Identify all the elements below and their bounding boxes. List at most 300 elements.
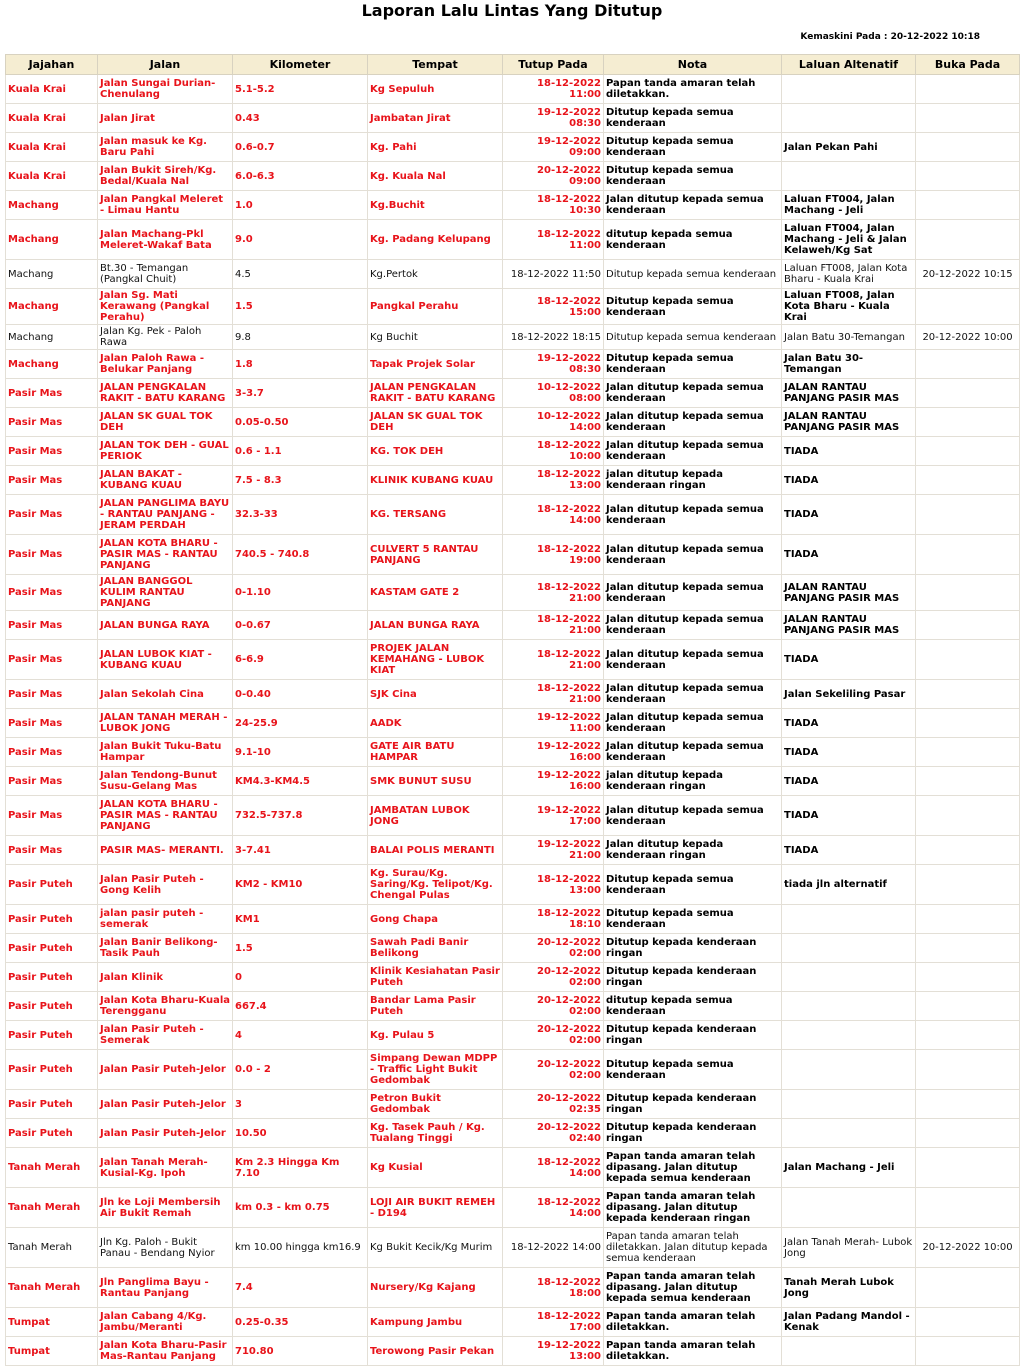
table-row	[6, 289, 1020, 325]
cell-tempat: Kg. Kuala Nal	[368, 162, 503, 191]
cell-nota: Jalan ditutup kepada semua kenderaan	[604, 709, 782, 738]
cell-tutup-pada: 18-12-2022 10:00	[503, 437, 604, 466]
table-row	[6, 535, 1020, 575]
cell-laluan-altenatif	[782, 1090, 916, 1119]
table-row	[6, 640, 1020, 680]
cell-jajahan: Machang	[6, 260, 98, 289]
cell-nota: Jalan ditutup kepada semua kenderaan	[604, 535, 782, 575]
cell-nota: Ditutup kepada kenderaan ringan	[604, 963, 782, 992]
cell-jalan: Jalan Bukit Tuku-Batu Hampar	[98, 738, 233, 767]
cell-kilometer: 3	[233, 1090, 368, 1119]
table-row	[6, 260, 1020, 289]
header-kilometer: Kilometer	[233, 55, 368, 75]
cell-jalan: Jalan Sg. Mati Kerawang (Pangkal Perahu)	[98, 289, 233, 325]
cell-laluan-altenatif	[782, 75, 916, 104]
cell-tempat: SJK Cina	[368, 680, 503, 709]
cell-kilometer: 0-1.10	[233, 575, 368, 611]
page-title: Laporan Lalu Lintas Yang Ditutup	[361, 1, 663, 20]
cell-kilometer: 1.0	[233, 191, 368, 220]
cell-jalan: Jalan Sekolah Cina	[98, 680, 233, 709]
closed-roads-table	[5, 54, 1020, 1366]
cell-jajahan: Pasir Mas	[6, 680, 98, 709]
cell-kilometer: 0.05-0.50	[233, 408, 368, 437]
cell-tutup-pada: 19-12-2022 13:00	[503, 1337, 604, 1366]
cell-buka-pada	[916, 1308, 1020, 1337]
cell-kilometer: 6-6.9	[233, 640, 368, 680]
table-row	[6, 575, 1020, 611]
cell-nota: Papan tanda amaran telah diletakkan. Jalan ditutup kepada semua kenderaan	[604, 1228, 782, 1268]
cell-buka-pada	[916, 575, 1020, 611]
cell-buka-pada	[916, 1188, 1020, 1228]
header-nota: Nota	[604, 55, 782, 75]
cell-laluan-altenatif: TIADA	[782, 796, 916, 836]
cell-kilometer: 1.8	[233, 350, 368, 379]
cell-tempat: GATE AIR BATU HAMPAR	[368, 738, 503, 767]
cell-laluan-altenatif: TIADA	[782, 709, 916, 738]
table-row	[6, 133, 1020, 162]
cell-tempat: Petron Bukit Gedombak	[368, 1090, 503, 1119]
cell-kilometer: 9.0	[233, 220, 368, 260]
cell-tempat: Nursery/Kg Kajang	[368, 1268, 503, 1308]
cell-jalan: JALAN KOTA BHARU - PASIR MAS - RANTAU PANJANG	[98, 796, 233, 836]
cell-jajahan: Pasir Mas	[6, 640, 98, 680]
cell-tempat: Kg. Surau/Kg. Saring/Kg. Telipot/Kg. Chengal Pulas	[368, 865, 503, 905]
cell-tutup-pada: 10-12-2022 14:00	[503, 408, 604, 437]
cell-jalan: Jalan Jirat	[98, 104, 233, 133]
cell-laluan-altenatif: TIADA	[782, 767, 916, 796]
cell-jalan: JALAN PENGKALAN RAKIT - BATU KARANG	[98, 379, 233, 408]
cell-nota: Jalan ditutup kepada semua kenderaan	[604, 575, 782, 611]
cell-jalan: JALAN TANAH MERAH - LUBOK JONG	[98, 709, 233, 738]
cell-tempat: LOJI AIR BUKIT REMEH - D194	[368, 1188, 503, 1228]
cell-kilometer: 1.5	[233, 934, 368, 963]
cell-buka-pada	[916, 289, 1020, 325]
cell-kilometer: 4	[233, 1021, 368, 1050]
cell-jalan: Jalan Bukit Sireh/Kg. Bedal/Kuala Nal	[98, 162, 233, 191]
cell-jalan: Jalan Cabang 4/Kg. Jambu/Meranti	[98, 1308, 233, 1337]
cell-tempat: KG. TOK DEH	[368, 437, 503, 466]
cell-nota: Papan tanda amaran telah dipasang. Jalan ditutup kepada kenderaan ringan	[604, 1188, 782, 1228]
table-row	[6, 162, 1020, 191]
cell-jajahan: Kuala Krai	[6, 162, 98, 191]
cell-buka-pada	[916, 1050, 1020, 1090]
cell-kilometer: 7.5 - 8.3	[233, 466, 368, 495]
table-row	[6, 905, 1020, 934]
cell-buka-pada	[916, 934, 1020, 963]
cell-jalan: Jalan masuk ke Kg. Baru Pahi	[98, 133, 233, 162]
table-row	[6, 836, 1020, 865]
cell-tempat: Kampung Jambu	[368, 1308, 503, 1337]
cell-nota: Ditutup kepada semua kenderaan	[604, 905, 782, 934]
cell-jajahan: Kuala Krai	[6, 133, 98, 162]
cell-tutup-pada: 10-12-2022 08:00	[503, 379, 604, 408]
cell-tempat: Kg Buchit	[368, 325, 503, 350]
table-row	[6, 191, 1020, 220]
cell-kilometer: 9.1-10	[233, 738, 368, 767]
cell-kilometer: 3-3.7	[233, 379, 368, 408]
table-row	[6, 738, 1020, 767]
cell-jajahan: Machang	[6, 350, 98, 379]
cell-kilometer: 0.25-0.35	[233, 1308, 368, 1337]
cell-buka-pada	[916, 1090, 1020, 1119]
cell-kilometer: 732.5-737.8	[233, 796, 368, 836]
cell-jalan: Jalan Kota Bharu-Pasir Mas-Rantau Panjang	[98, 1337, 233, 1366]
table-row	[6, 1228, 1020, 1268]
cell-kilometer: 4.5	[233, 260, 368, 289]
cell-buka-pada	[916, 162, 1020, 191]
cell-jalan: JALAN BAKAT - KUBANG KUAU	[98, 466, 233, 495]
cell-laluan-altenatif: JALAN RANTAU PANJANG PASIR MAS	[782, 408, 916, 437]
cell-jalan: Jln ke Loji Membersih Air Bukit Remah	[98, 1188, 233, 1228]
table-row	[6, 75, 1020, 104]
cell-tempat: PROJEK JALAN KEMAHANG - LUBOK KIAT	[368, 640, 503, 680]
cell-jajahan: Pasir Puteh	[6, 1119, 98, 1148]
cell-buka-pada	[916, 437, 1020, 466]
cell-buka-pada	[916, 191, 1020, 220]
cell-jalan: JALAN TOK DEH - GUAL PERIOK	[98, 437, 233, 466]
cell-jalan: Jalan Pasir Puteh-Jelor	[98, 1090, 233, 1119]
table-row	[6, 1308, 1020, 1337]
cell-nota: Jalan ditutup kepada kenderaan ringan	[604, 836, 782, 865]
cell-laluan-altenatif	[782, 905, 916, 934]
cell-laluan-altenatif: TIADA	[782, 535, 916, 575]
cell-nota: Papan tanda amaran telah diletakkan.	[604, 1337, 782, 1366]
cell-nota: Ditutup kepada kenderaan ringan	[604, 934, 782, 963]
cell-tempat: Kg.Buchit	[368, 191, 503, 220]
cell-buka-pada	[916, 905, 1020, 934]
cell-jalan: PASIR MAS- MERANTI.	[98, 836, 233, 865]
table-row	[6, 709, 1020, 738]
cell-nota: Papan tanda amaran telah dipasang. Jalan ditutup kepada semua kenderaan	[604, 1148, 782, 1188]
cell-jalan: Jalan Pangkal Meleret - Limau Hantu	[98, 191, 233, 220]
cell-tutup-pada: 20-12-2022 02:00	[503, 1021, 604, 1050]
cell-laluan-altenatif: Jalan Batu 30-Temangan	[782, 350, 916, 379]
cell-tutup-pada: 20-12-2022 02:00	[503, 934, 604, 963]
cell-jajahan: Machang	[6, 220, 98, 260]
cell-laluan-altenatif	[782, 1188, 916, 1228]
cell-nota: ditutup kepada semua kenderaan	[604, 220, 782, 260]
cell-laluan-altenatif	[782, 963, 916, 992]
cell-kilometer: KM4.3-KM4.5	[233, 767, 368, 796]
table-row	[6, 466, 1020, 495]
cell-laluan-altenatif	[782, 104, 916, 133]
cell-buka-pada	[916, 408, 1020, 437]
cell-tempat: Jambatan Jirat	[368, 104, 503, 133]
cell-tempat: Sawah Padi Banir Belikong	[368, 934, 503, 963]
cell-tutup-pada: 20-12-2022 02:35	[503, 1090, 604, 1119]
cell-jalan: Jalan Pasir Puteh-Jelor	[98, 1050, 233, 1090]
cell-kilometer: 32.3-33	[233, 495, 368, 535]
header-laluan-altenatif: Laluan Altenatif	[782, 55, 916, 75]
cell-tutup-pada: 20-12-2022 02:00	[503, 992, 604, 1021]
cell-buka-pada	[916, 992, 1020, 1021]
cell-tempat: Kg Bukit Kecik/Kg Murim	[368, 1228, 503, 1268]
cell-buka-pada	[916, 963, 1020, 992]
cell-jajahan: Pasir Mas	[6, 535, 98, 575]
cell-buka-pada	[916, 75, 1020, 104]
cell-laluan-altenatif: JALAN RANTAU PANJANG PASIR MAS	[782, 379, 916, 408]
cell-jajahan: Pasir Puteh	[6, 934, 98, 963]
cell-buka-pada	[916, 350, 1020, 379]
cell-tutup-pada: 19-12-2022 11:00	[503, 709, 604, 738]
cell-kilometer: 0.43	[233, 104, 368, 133]
cell-jajahan: Pasir Mas	[6, 575, 98, 611]
cell-tutup-pada: 18-12-2022 18:00	[503, 1268, 604, 1308]
cell-tempat: JAMBATAN LUBOK JONG	[368, 796, 503, 836]
cell-jajahan: Pasir Mas	[6, 796, 98, 836]
cell-tutup-pada: 18-12-2022 21:00	[503, 640, 604, 680]
cell-kilometer: 10.50	[233, 1119, 368, 1148]
cell-buka-pada	[916, 865, 1020, 905]
cell-laluan-altenatif: TIADA	[782, 466, 916, 495]
cell-laluan-altenatif: TIADA	[782, 640, 916, 680]
cell-buka-pada	[916, 1119, 1020, 1148]
cell-tutup-pada: 18-12-2022 14:00	[503, 1228, 604, 1268]
cell-kilometer: 7.4	[233, 1268, 368, 1308]
cell-tutup-pada: 19-12-2022 09:00	[503, 133, 604, 162]
cell-buka-pada: 20-12-2022 10:00	[916, 1228, 1020, 1268]
cell-laluan-altenatif: Jalan Batu 30-Temangan	[782, 325, 916, 350]
cell-tempat: Kg. Pahi	[368, 133, 503, 162]
cell-buka-pada	[916, 1148, 1020, 1188]
header-jajahan: Jajahan	[6, 55, 98, 75]
cell-buka-pada	[916, 535, 1020, 575]
cell-kilometer: KM2 - KM10	[233, 865, 368, 905]
cell-jalan: Jalan Machang-Pkl Meleret-Wakaf Bata	[98, 220, 233, 260]
cell-kilometer: km 10.00 hingga km16.9	[233, 1228, 368, 1268]
table-row	[6, 796, 1020, 836]
cell-nota: Ditutup kepada semua kenderaan	[604, 350, 782, 379]
cell-tutup-pada: 18-12-2022 14:00	[503, 495, 604, 535]
cell-jajahan: Tumpat	[6, 1308, 98, 1337]
cell-laluan-altenatif	[782, 162, 916, 191]
cell-jajahan: Pasir Mas	[6, 408, 98, 437]
cell-laluan-altenatif	[782, 1337, 916, 1366]
cell-kilometer: 0-0.40	[233, 680, 368, 709]
cell-jalan: Jalan Sungai Durian-Chenulang	[98, 75, 233, 104]
header-buka-pada: Buka Pada	[916, 55, 1020, 75]
cell-buka-pada	[916, 133, 1020, 162]
cell-jajahan: Pasir Puteh	[6, 905, 98, 934]
cell-tempat: JALAN BUNGA RAYA	[368, 611, 503, 640]
cell-jajahan: Pasir Mas	[6, 836, 98, 865]
cell-tempat: Kg. Padang Kelupang	[368, 220, 503, 260]
cell-nota: Ditutup kepada semua kenderaan	[604, 133, 782, 162]
table-header-row	[6, 55, 1020, 75]
cell-jajahan: Pasir Mas	[6, 738, 98, 767]
cell-jajahan: Tanah Merah	[6, 1268, 98, 1308]
cell-tempat: SMK BUNUT SUSU	[368, 767, 503, 796]
cell-kilometer: 9.8	[233, 325, 368, 350]
cell-tutup-pada: 19-12-2022 16:00	[503, 767, 604, 796]
table-row	[6, 408, 1020, 437]
cell-tutup-pada: 18-12-2022 21:00	[503, 611, 604, 640]
table-row	[6, 1119, 1020, 1148]
cell-kilometer: 24-25.9	[233, 709, 368, 738]
cell-tutup-pada: 18-12-2022 17:00	[503, 1308, 604, 1337]
table-row	[6, 220, 1020, 260]
cell-jajahan: Pasir Mas	[6, 611, 98, 640]
cell-nota: Jalan ditutup kepada semua kenderaan	[604, 437, 782, 466]
table-row	[6, 934, 1020, 963]
cell-nota: Jalan ditutup kepada semua kenderaan	[604, 796, 782, 836]
cell-jalan: jalan pasir puteh - semerak	[98, 905, 233, 934]
cell-nota: jalan ditutup kepada kenderaan ringan	[604, 767, 782, 796]
cell-nota: Jalan ditutup kepada semua kenderaan	[604, 495, 782, 535]
cell-nota: Jalan ditutup kepada semua kenderaan	[604, 408, 782, 437]
table-row	[6, 437, 1020, 466]
cell-laluan-altenatif: TIADA	[782, 836, 916, 865]
last-updated: Kemaskini Pada : 20-12-2022 10:18	[800, 32, 980, 42]
table-row	[6, 1268, 1020, 1308]
cell-nota: Papan tanda amaran telah diletakkan.	[604, 1308, 782, 1337]
cell-nota: Jalan ditutup kepada semua kenderaan	[604, 379, 782, 408]
cell-jajahan: Pasir Mas	[6, 437, 98, 466]
cell-nota: Papan tanda amaran telah diletakkan.	[604, 75, 782, 104]
cell-kilometer: 710.80	[233, 1337, 368, 1366]
cell-tutup-pada: 19-12-2022 17:00	[503, 796, 604, 836]
cell-nota: Ditutup kepada kenderaan ringan	[604, 1021, 782, 1050]
cell-nota: Ditutup kepada semua kenderaan	[604, 289, 782, 325]
cell-nota: Ditutup kepada semua kenderaan	[604, 1050, 782, 1090]
cell-nota: Ditutup kepada semua kenderaan	[604, 260, 782, 289]
cell-tutup-pada: 19-12-2022 21:00	[503, 836, 604, 865]
cell-laluan-altenatif	[782, 1021, 916, 1050]
table-row	[6, 963, 1020, 992]
cell-jalan: JALAN SK GUAL TOK DEH	[98, 408, 233, 437]
cell-kilometer: 0-0.67	[233, 611, 368, 640]
cell-nota: Jalan ditutup kepada semua kenderaan	[604, 738, 782, 767]
cell-tempat: JALAN PENGKALAN RAKIT - BATU KARANG	[368, 379, 503, 408]
cell-laluan-altenatif: Jalan Tanah Merah- Lubok Jong	[782, 1228, 916, 1268]
cell-jajahan: Pasir Puteh	[6, 963, 98, 992]
cell-tutup-pada: 19-12-2022 08:30	[503, 350, 604, 379]
cell-buka-pada	[916, 1021, 1020, 1050]
cell-buka-pada	[916, 104, 1020, 133]
cell-jajahan: Machang	[6, 325, 98, 350]
cell-laluan-altenatif: Laluan FT008, Jalan Kota Bharu - Kuala Krai	[782, 289, 916, 325]
cell-jalan: Jln Kg. Paloh - Bukit Panau - Bendang Nyior	[98, 1228, 233, 1268]
cell-jalan: Jalan Pasir Puteh - Semerak	[98, 1021, 233, 1050]
cell-laluan-altenatif	[782, 992, 916, 1021]
cell-kilometer: 0.0 - 2	[233, 1050, 368, 1090]
table-row	[6, 992, 1020, 1021]
cell-jalan: Jalan Kg. Pek - Paloh Rawa	[98, 325, 233, 350]
cell-tempat: Klinik Kesiahatan Pasir Puteh	[368, 963, 503, 992]
cell-laluan-altenatif: Jalan Machang - Jeli	[782, 1148, 916, 1188]
header-tutup-pada: Tutup Pada	[503, 55, 604, 75]
cell-tutup-pada: 18-12-2022 14:00	[503, 1188, 604, 1228]
cell-laluan-altenatif: TIADA	[782, 738, 916, 767]
cell-jajahan: Pasir Mas	[6, 466, 98, 495]
cell-tutup-pada: 18-12-2022 19:00	[503, 535, 604, 575]
table-row	[6, 1021, 1020, 1050]
cell-jajahan: Tumpat	[6, 1337, 98, 1366]
cell-laluan-altenatif: TIADA	[782, 495, 916, 535]
header-tempat: Tempat	[368, 55, 503, 75]
table-row	[6, 1337, 1020, 1366]
cell-buka-pada	[916, 767, 1020, 796]
cell-kilometer: 740.5 - 740.8	[233, 535, 368, 575]
cell-tutup-pada: 20-12-2022 09:00	[503, 162, 604, 191]
cell-jalan: Jalan Pasir Puteh-Jelor	[98, 1119, 233, 1148]
cell-buka-pada	[916, 379, 1020, 408]
cell-buka-pada	[916, 1268, 1020, 1308]
cell-nota: Papan tanda amaran telah dipasang. Jalan ditutup kepada semua kenderaan	[604, 1268, 782, 1308]
cell-tutup-pada: 18-12-2022 13:00	[503, 466, 604, 495]
cell-buka-pada	[916, 709, 1020, 738]
cell-tutup-pada: 18-12-2022 11:00	[503, 75, 604, 104]
cell-laluan-altenatif	[782, 1119, 916, 1148]
cell-jalan: Bt.30 - Temangan (Pangkal Chuit)	[98, 260, 233, 289]
cell-tempat: Tapak Projek Solar	[368, 350, 503, 379]
cell-nota: Ditutup kepada semua kenderaan	[604, 325, 782, 350]
cell-tutup-pada: 18-12-2022 14:00	[503, 1148, 604, 1188]
cell-buka-pada	[916, 680, 1020, 709]
cell-jajahan: Pasir Mas	[6, 495, 98, 535]
cell-tutup-pada: 18-12-2022 15:00	[503, 289, 604, 325]
table-row	[6, 680, 1020, 709]
cell-laluan-altenatif	[782, 1050, 916, 1090]
cell-nota: Ditutup kepada semua kenderaan	[604, 865, 782, 905]
cell-tutup-pada: 20-12-2022 02:00	[503, 1050, 604, 1090]
cell-jalan: Jalan Tendong-Bunut Susu-Gelang Mas	[98, 767, 233, 796]
cell-tutup-pada: 18-12-2022 18:10	[503, 905, 604, 934]
cell-tutup-pada: 18-12-2022 13:00	[503, 865, 604, 905]
cell-tempat: AADK	[368, 709, 503, 738]
table-row	[6, 1090, 1020, 1119]
cell-laluan-altenatif: Laluan FT004, Jalan Machang - Jeli	[782, 191, 916, 220]
cell-kilometer: 1.5	[233, 289, 368, 325]
cell-jajahan: Tanah Merah	[6, 1188, 98, 1228]
cell-kilometer: KM1	[233, 905, 368, 934]
cell-jalan: Jalan Paloh Rawa - Belukar Panjang	[98, 350, 233, 379]
cell-laluan-altenatif: Jalan Pekan Pahi	[782, 133, 916, 162]
cell-jajahan: Pasir Puteh	[6, 992, 98, 1021]
cell-kilometer: 0.6-0.7	[233, 133, 368, 162]
cell-buka-pada	[916, 220, 1020, 260]
cell-tutup-pada: 20-12-2022 02:00	[503, 963, 604, 992]
cell-kilometer: 5.1-5.2	[233, 75, 368, 104]
cell-laluan-altenatif: Laluan FT004, Jalan Machang - Jeli & Jalan Kelaweh/Kg Sat	[782, 220, 916, 260]
cell-jalan: JALAN PANGLIMA BAYU - RANTAU PANJANG - JERAM PERDAH	[98, 495, 233, 535]
cell-nota: Jalan ditutup kepada semua kenderaan	[604, 611, 782, 640]
cell-laluan-altenatif: Jalan Sekeliling Pasar	[782, 680, 916, 709]
cell-tutup-pada: 18-12-2022 10:30	[503, 191, 604, 220]
cell-tutup-pada: 18-12-2022 21:00	[503, 680, 604, 709]
cell-nota: Ditutup kepada kenderaan ringan	[604, 1090, 782, 1119]
cell-jalan: Jalan Pasir Puteh - Gong Kelih	[98, 865, 233, 905]
cell-kilometer: Km 2.3 Hingga Km 7.10	[233, 1148, 368, 1188]
cell-tutup-pada: 19-12-2022 08:30	[503, 104, 604, 133]
cell-tempat: Bandar Lama Pasir Puteh	[368, 992, 503, 1021]
cell-tempat: CULVERT 5 RANTAU PANJANG	[368, 535, 503, 575]
cell-nota: Jalan ditutup kepada semua kenderaan	[604, 640, 782, 680]
table-body	[6, 75, 1020, 1366]
cell-tempat: Pangkal Perahu	[368, 289, 503, 325]
table-row	[6, 611, 1020, 640]
table-row	[6, 1148, 1020, 1188]
cell-nota: Jalan ditutup kepada semua kenderaan	[604, 191, 782, 220]
cell-nota: Ditutup kepada kenderaan ringan	[604, 1119, 782, 1148]
header-jalan: Jalan	[98, 55, 233, 75]
cell-tempat: Kg Sepuluh	[368, 75, 503, 104]
cell-kilometer: km 0.3 - km 0.75	[233, 1188, 368, 1228]
cell-buka-pada	[916, 1337, 1020, 1366]
cell-tutup-pada: 20-12-2022 02:40	[503, 1119, 604, 1148]
cell-tutup-pada: 18-12-2022 21:00	[503, 575, 604, 611]
cell-jalan: JALAN LUBOK KIAT - KUBANG KUAU	[98, 640, 233, 680]
